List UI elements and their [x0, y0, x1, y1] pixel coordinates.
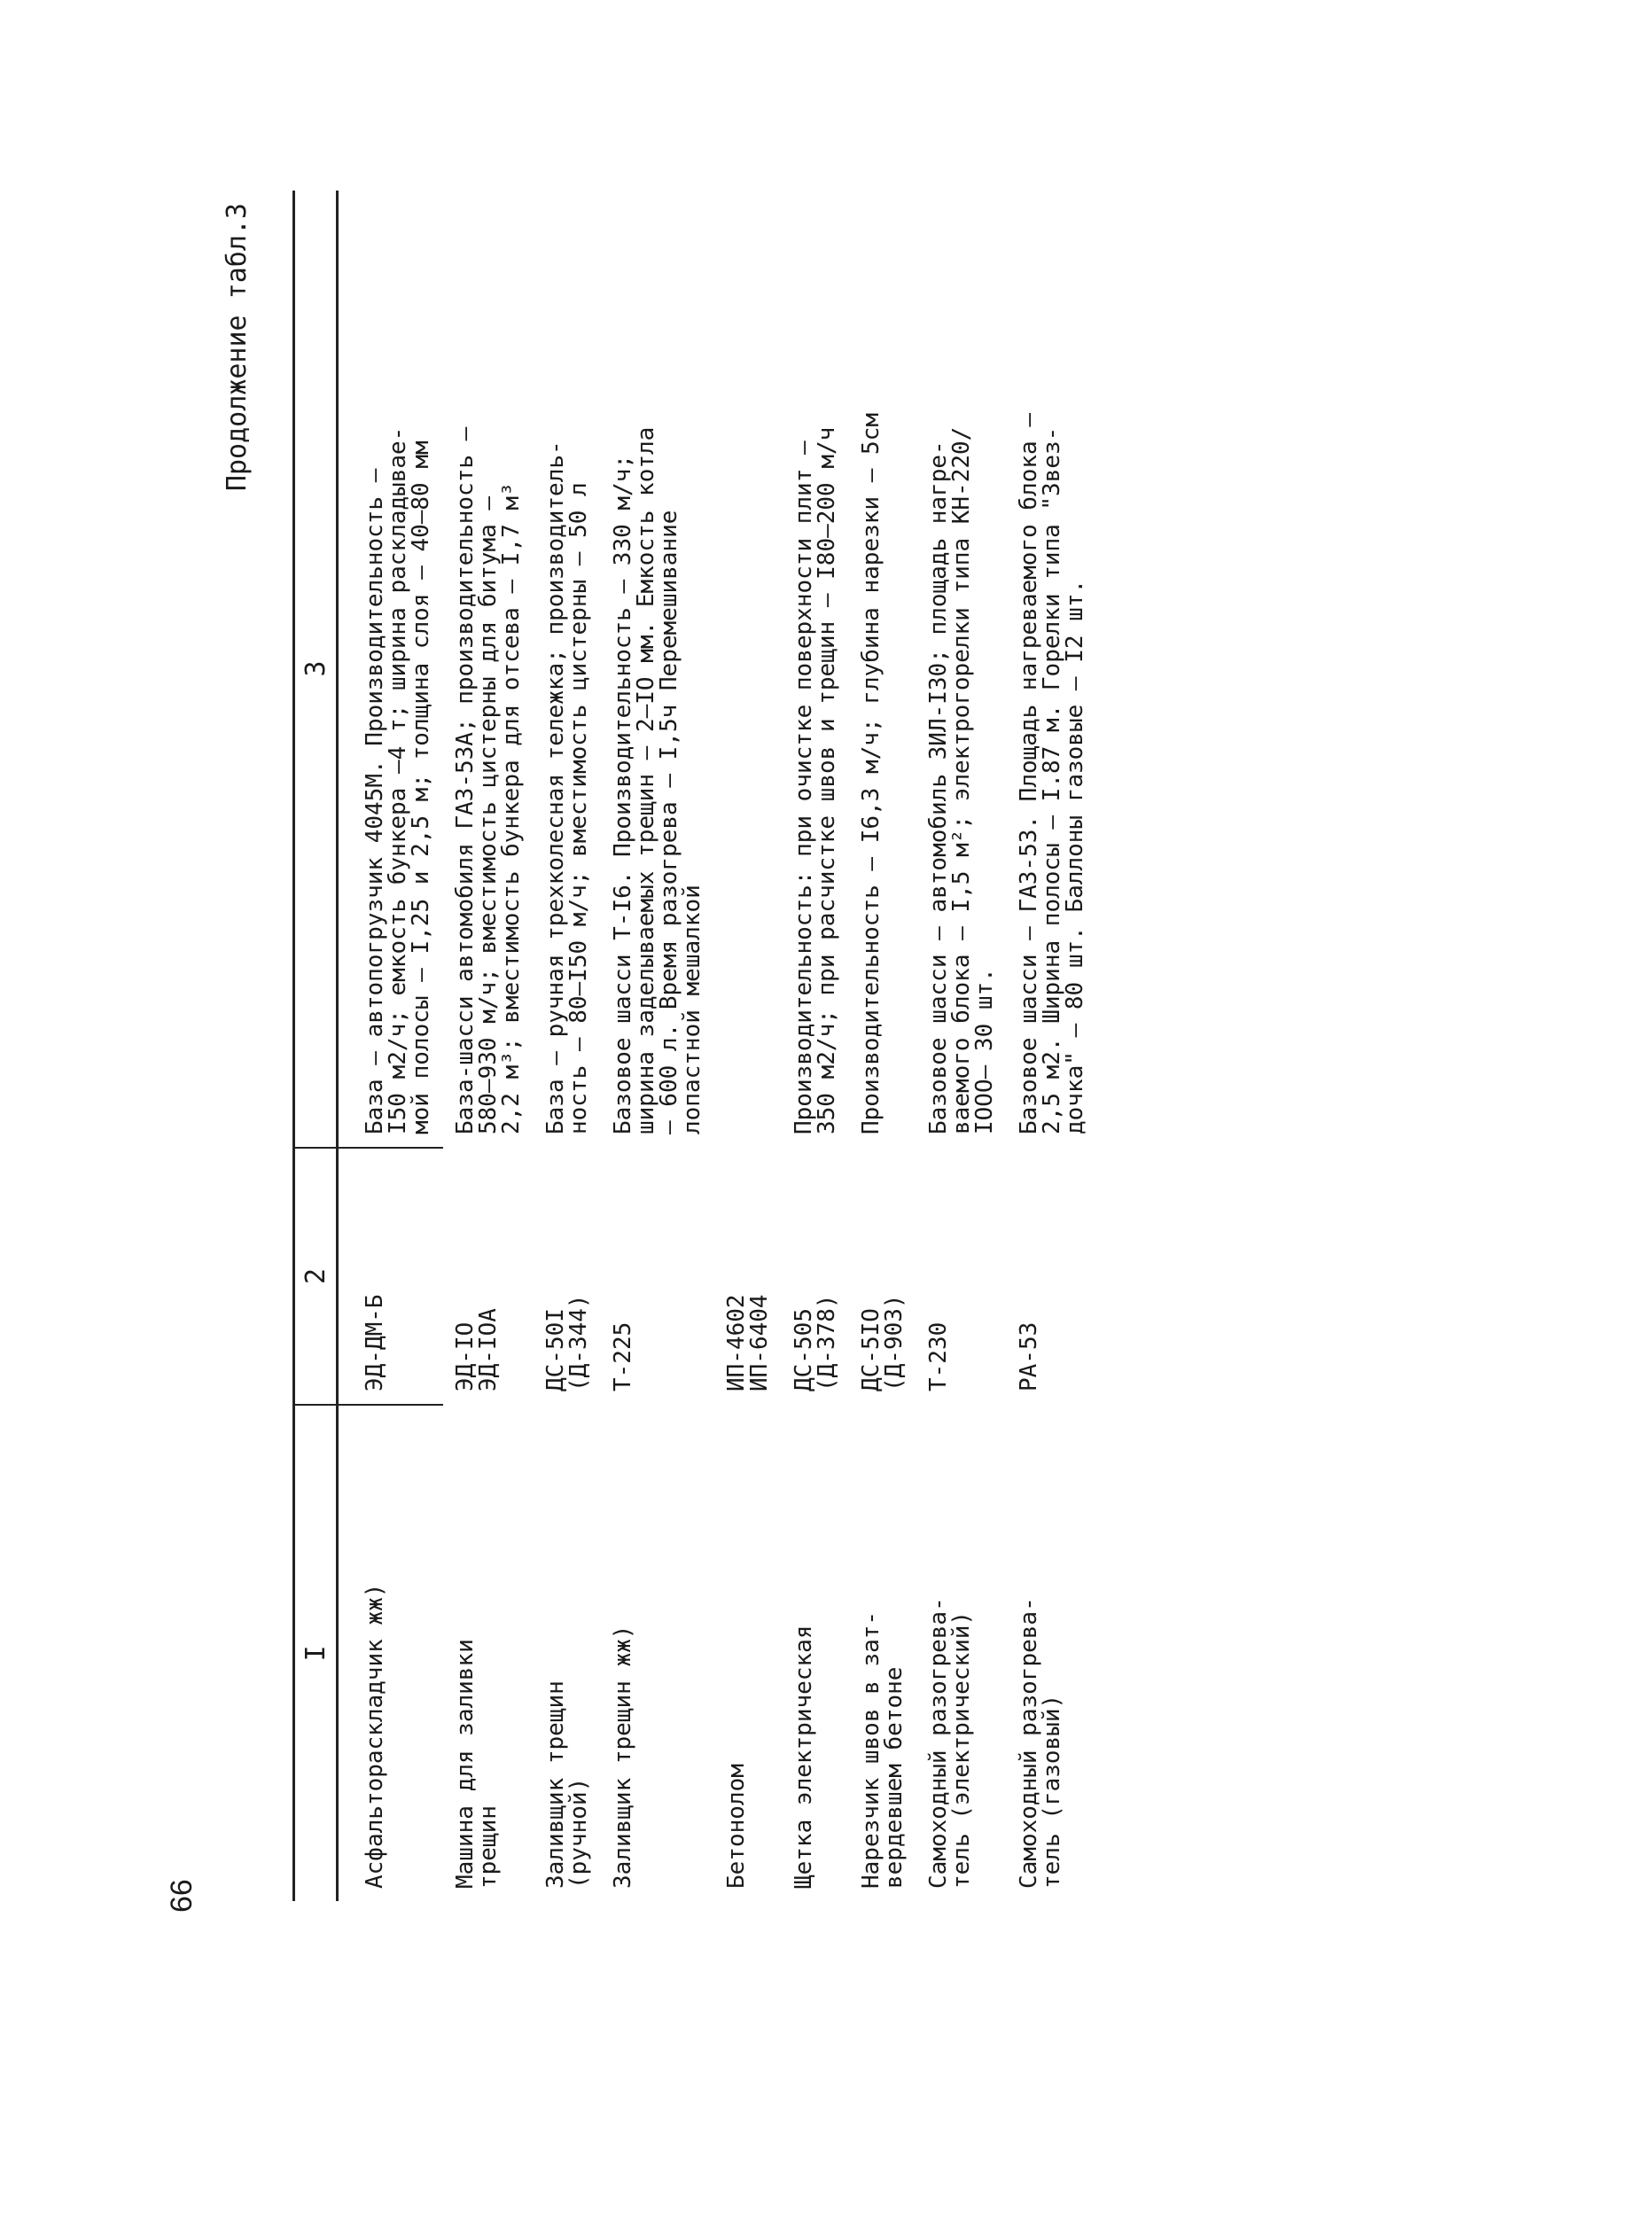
table-row — [782, 191, 849, 1901]
equipment-table — [292, 191, 1140, 1901]
machine-model: РА-53 — [1016, 1321, 1042, 1391]
machine-name: Бетонолом — [723, 1764, 750, 1889]
rotated-table-sheet — [222, 182, 1338, 1901]
machine-description — [714, 191, 782, 1148]
column-header-3: 3 — [294, 191, 338, 1148]
table-caption: Продолжение табл.3 — [222, 203, 253, 492]
machine-name: Самоходный разогрева- тель (газовый) — [1016, 1597, 1065, 1889]
machine-model: Т-225 — [610, 1321, 636, 1391]
machine-name: Нарезчик швов в зат- вердевшем бетоне — [858, 1610, 908, 1889]
machine-description: База-шасси автомобиля ГАЗ-53А; производительность – 580–930 м/ч; вместимость цистерны для битума – 2,2 м³; вместимость бункера для отсева – I,7 м³ — [452, 426, 525, 1134]
machine-name: Щетка электрическая — [791, 1625, 817, 1889]
machine-description: Производительность: при очистке поверхности плит – 350 м2/ч; при расчистке швов и трещин – I80–200 м/ч — [791, 426, 840, 1134]
machine-model: ДС-505 (Д-378) — [791, 1294, 840, 1391]
table-row — [714, 191, 782, 1901]
machine-description: Базовое шасси Т-I6. Производительность – 330 м/ч; ширина заделываемых трещин – 2–IO мм. Емкость котла – 600 л. Время разогрева – I,5ч Перемешивание лопастной мешалкой — [610, 426, 705, 1134]
machine-model: ЭД-IO ЭД-IOA — [452, 1308, 502, 1391]
machine-description: Производительность – I6,3 м/ч; глубина нарезки – 5см — [858, 413, 884, 1134]
machine-name: Заливщик трещин жж) — [610, 1625, 636, 1889]
machine-model: ИП-4602 ИП-6404 — [723, 1294, 773, 1391]
machine-model: ЭД-ДМ-Б — [338, 1148, 444, 1405]
column-header-2: 2 — [294, 1148, 338, 1405]
machine-model: Т-230 — [925, 1321, 952, 1391]
table-row — [338, 191, 444, 1901]
machine-description: База – автопогрузчик 4045М. Производительность – I50 м2/ч; емкость бункера –4 т; ширина раскладывае- мой полосы – I,25 и 2,5 м; толщина слоя – 40–80 мм — [338, 191, 444, 1148]
table-row — [849, 191, 916, 1901]
machine-description: Базовое шасси – автомобиль ЗИЛ-I30; площадь нагре- ваемого блока – I,5 м²; электрогорелки типа КН-220/ IOOO– 30 шт. — [925, 426, 998, 1134]
machine-name: Самоходный разогрева- тель (электрический) — [925, 1597, 975, 1889]
table-row — [1007, 191, 1140, 1901]
machine-description: Базовое шасси – ГАЗ-53. Площадь нагреваемого блока – 2,5 м2. Ширина полосы – I.87 м. Горелки типа "Звез- дочка" – 80 шт. Баллоны газовые – I2 шт. — [1016, 413, 1088, 1134]
table-row — [443, 191, 534, 1901]
column-header-1: I — [294, 1405, 338, 1901]
machine-name: Асфальтораскладчик жж) — [362, 1583, 388, 1889]
machine-model: ДС-50I (Д-344) — [542, 1294, 592, 1391]
table-header-row — [294, 191, 338, 1901]
table-row — [534, 191, 601, 1901]
machine-description: База – ручная трехколесная тележка; производитель- ность – 80–I50 м/ч; вместимость цистерны – 50 л — [542, 440, 592, 1134]
machine-name: Машина для заливки трещин — [452, 1639, 502, 1889]
machine-model: ДС-5IO (Д-903) — [858, 1294, 908, 1391]
table-row — [916, 191, 1007, 1901]
page-number: 66 — [165, 1879, 199, 1913]
machine-name: Заливщик трещин (ручной) — [542, 1680, 592, 1889]
table-row — [601, 191, 714, 1901]
